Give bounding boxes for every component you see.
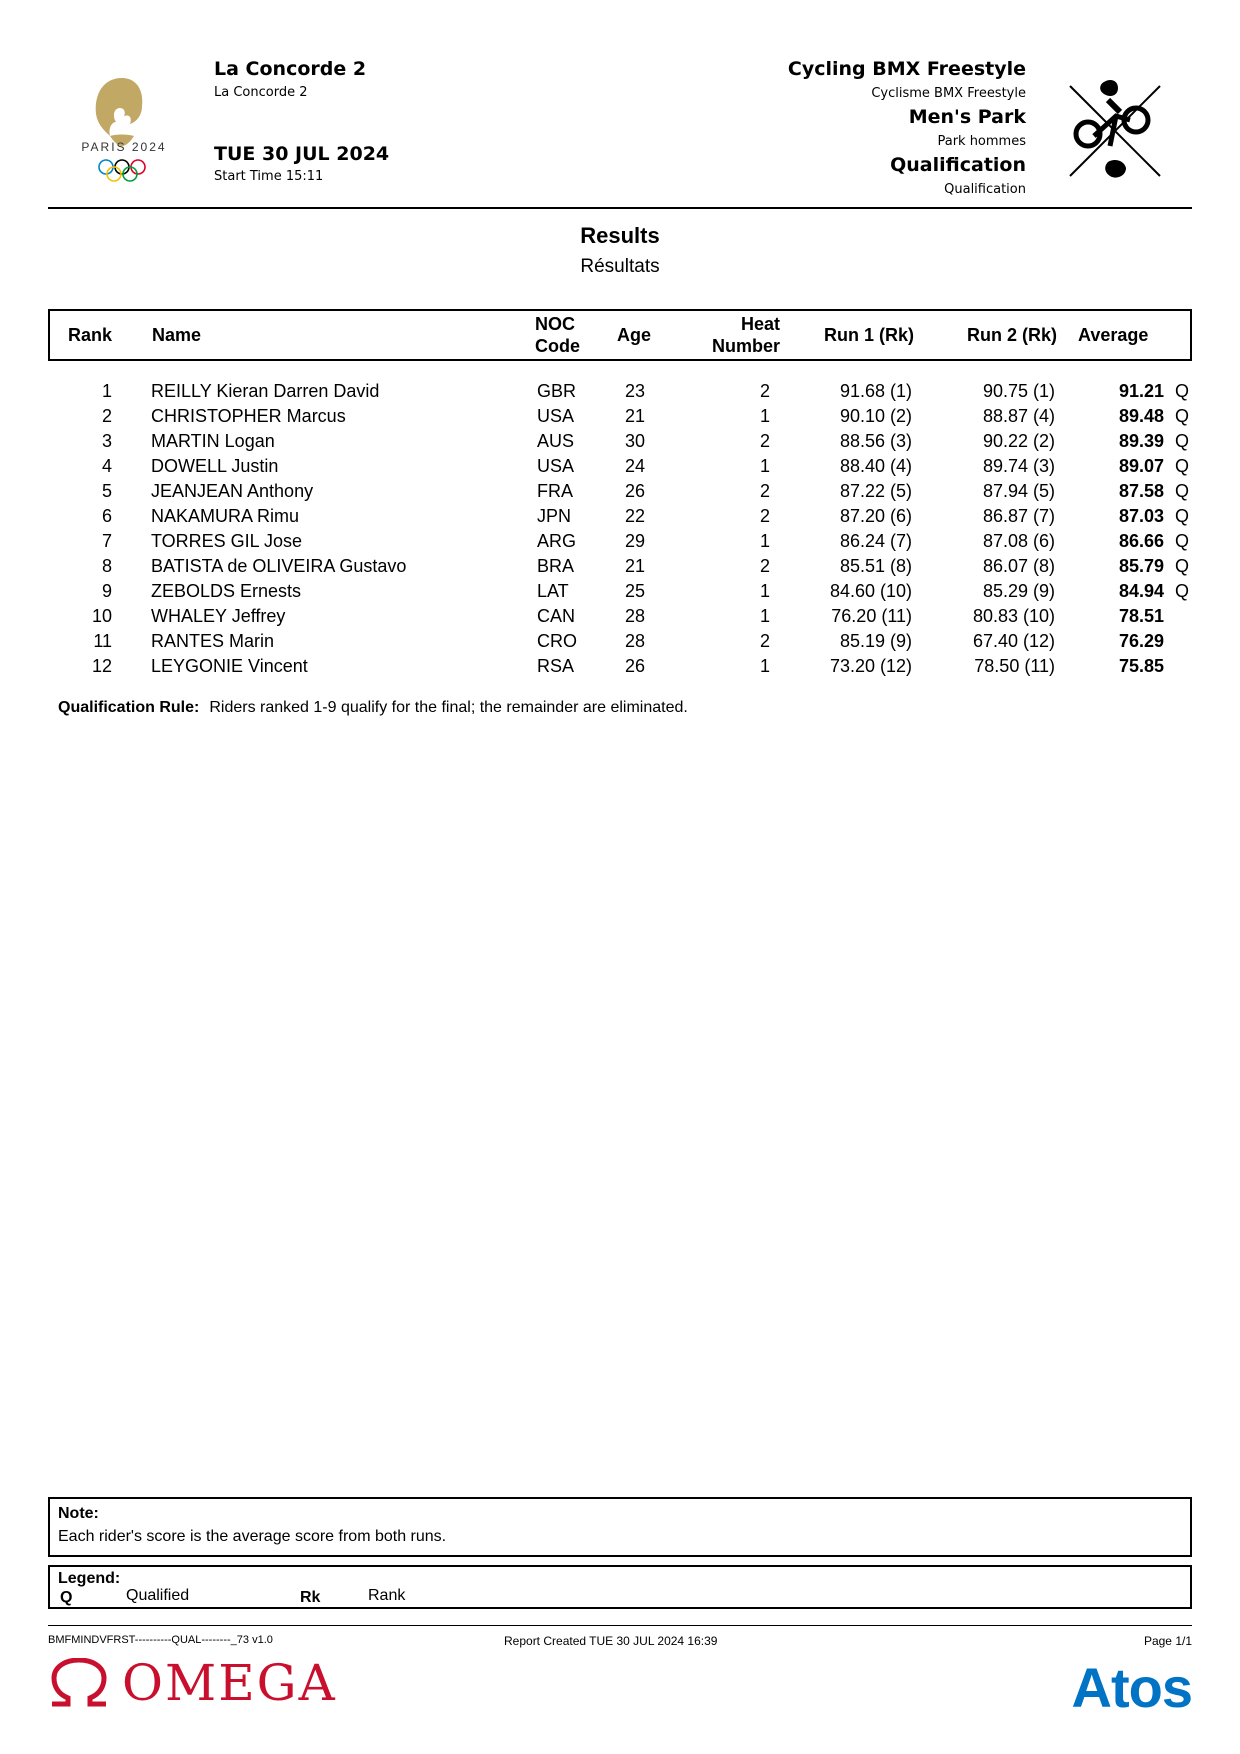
paris-logo-text: PARIS 2024 [81, 140, 167, 154]
col-rank: Rank [68, 325, 113, 345]
table-row [48, 406, 1192, 431]
rank-cell: 4 [101, 456, 112, 476]
average-cell: 91.21 [1118, 381, 1164, 401]
name-cell: RANTES Marin [151, 631, 275, 651]
age-cell: 21 [624, 556, 646, 576]
note-text: Each rider's score is the average score from both runs. [58, 1528, 447, 1545]
rank-cell: 2 [101, 406, 112, 426]
run2-cell: 90.75 (1) [982, 381, 1055, 401]
col-noc-line2: Code [535, 336, 580, 356]
rank-cell: 3 [101, 431, 112, 451]
olympic-rings [96, 158, 148, 189]
phase-title-fr: Qualification [944, 182, 1026, 197]
age-cell: 30 [624, 431, 646, 451]
run1-cell: 88.56 (3) [839, 431, 912, 451]
event-date: TUE 30 JUL 2024 [214, 143, 390, 165]
average-cell: 89.39 [1118, 431, 1164, 451]
heat-cell: 2 [759, 381, 770, 401]
run1-cell: 73.20 (12) [829, 656, 912, 676]
age-cell: 22 [624, 506, 646, 526]
table-row [48, 481, 1192, 506]
legend-label: Legend: [58, 1570, 121, 1587]
rank-cell: 9 [101, 581, 112, 601]
venue-title: La Concorde 2 [214, 58, 367, 80]
page-title: Results [580, 223, 660, 248]
rank-cell: 6 [101, 506, 112, 526]
run2-cell: 87.08 (6) [982, 531, 1055, 551]
run2-cell: 90.22 (2) [982, 431, 1055, 451]
col-age: Age [617, 325, 652, 345]
heat-cell: 2 [759, 481, 770, 501]
qualification-rule-text: Riders ranked 1-9 qualify for the final; the remainder are eliminated. [209, 699, 688, 716]
atos-logo: Atos [1071, 1656, 1192, 1719]
age-cell: 28 [624, 606, 646, 626]
noc-cell: GBR [537, 381, 577, 401]
qualified-mark: Q [1175, 531, 1190, 551]
start-time: Start Time 15:11 [214, 169, 324, 184]
footer-divider [48, 1625, 1192, 1626]
run2-cell: 67.40 (12) [972, 631, 1055, 651]
average-cell: 89.48 [1118, 406, 1164, 426]
table-row [48, 656, 1192, 681]
age-cell: 25 [624, 581, 646, 601]
col-run1: Run 1 (Rk) [824, 325, 914, 345]
heat-cell: 1 [759, 581, 770, 601]
page-number: Page 1/1 [1143, 1634, 1192, 1648]
table-row [48, 606, 1192, 631]
header-divider [48, 207, 1192, 209]
rank-cell: 8 [101, 556, 112, 576]
qualified-mark: Q [1175, 431, 1190, 451]
noc-cell: USA [537, 456, 575, 476]
run1-cell: 85.51 (8) [839, 556, 912, 576]
average-cell: 75.85 [1118, 656, 1164, 676]
col-heat-line2: Number [711, 336, 780, 356]
noc-cell: BRA [537, 556, 575, 576]
col-heat [680, 313, 780, 357]
table-row [48, 381, 1192, 406]
name-cell: JEANJEAN Anthony [151, 481, 314, 501]
rank-cell: 10 [91, 606, 112, 626]
qualified-mark: Q [1175, 506, 1190, 526]
average-cell: 86.66 [1118, 531, 1164, 551]
run2-cell: 87.94 (5) [982, 481, 1055, 501]
rank-cell: 5 [101, 481, 112, 501]
run2-cell: 80.83 (10) [972, 606, 1055, 626]
noc-cell: LAT [537, 581, 569, 601]
run2-cell: 86.07 (8) [982, 556, 1055, 576]
qualified-mark: Q [1175, 456, 1190, 476]
table-row [48, 631, 1192, 656]
average-cell: 87.03 [1118, 506, 1164, 526]
rank-cell: 11 [93, 631, 112, 651]
name-cell: REILLY Kieran Darren David [151, 381, 380, 401]
run2-cell: 85.29 (9) [982, 581, 1055, 601]
qualified-mark: Q [1175, 481, 1190, 501]
page-title-fr: Résultats [580, 256, 660, 277]
name-cell: NAKAMURA Rimu [151, 506, 300, 526]
event-title: Men's Park [908, 106, 1026, 128]
rank-cell: 7 [101, 531, 112, 551]
phase-title: Qualification [890, 154, 1026, 176]
heat-cell: 1 [759, 531, 770, 551]
average-cell: 85.79 [1118, 556, 1164, 576]
run2-cell: 86.87 (7) [982, 506, 1055, 526]
report-created: Report Created TUE 30 JUL 2024 16:39 [504, 1634, 718, 1648]
run2-cell: 89.74 (3) [982, 456, 1055, 476]
rank-cell: 1 [101, 381, 112, 401]
col-heat-line1: Heat [740, 314, 780, 334]
heat-cell: 1 [759, 606, 770, 626]
note-label: Note: [58, 1505, 99, 1522]
run2-cell: 88.87 (4) [982, 406, 1055, 426]
table-row [48, 456, 1192, 481]
col-noc-line1: NOC [535, 314, 575, 334]
sport-title-fr: Cyclisme BMX Freestyle [871, 86, 1026, 101]
venue-subtitle: La Concorde 2 [214, 85, 308, 100]
legend-code-rk: Rk [300, 1589, 321, 1606]
average-cell: 84.94 [1118, 581, 1164, 601]
average-cell: 76.29 [1118, 631, 1164, 651]
note-box [48, 1497, 1192, 1557]
olympic-rings-icon [96, 158, 148, 184]
qualified-mark: Q [1175, 406, 1190, 426]
table-row [48, 556, 1192, 581]
run1-cell: 84.60 (10) [829, 581, 912, 601]
legend-meaning-rk: Rank [368, 1587, 406, 1604]
noc-cell: JPN [537, 506, 572, 526]
qualified-mark: Q [1175, 556, 1190, 576]
legend-meaning-q: Qualified [126, 1587, 190, 1604]
run1-cell: 91.68 (1) [839, 381, 912, 401]
event-title-fr: Park hommes [937, 134, 1026, 149]
rank-cell: 12 [91, 656, 112, 676]
run1-cell: 86.24 (7) [839, 531, 912, 551]
run1-cell: 85.19 (9) [839, 631, 912, 651]
bmx-freestyle-pictogram-icon [1064, 76, 1168, 186]
run1-cell: 90.10 (2) [839, 406, 912, 426]
age-cell: 21 [624, 406, 646, 426]
table-row [48, 506, 1192, 531]
average-cell: 78.51 [1118, 606, 1164, 626]
age-cell: 28 [624, 631, 646, 651]
run2-cell: 78.50 (11) [974, 656, 1055, 676]
legend-box [48, 1565, 1192, 1609]
heat-cell: 2 [759, 631, 770, 651]
average-cell: 87.58 [1118, 481, 1164, 501]
name-cell: TORRES GIL Jose [151, 531, 303, 551]
name-cell: CHRISTOPHER Marcus [151, 406, 346, 426]
name-cell: ZEBOLDS Ernests [151, 581, 302, 601]
noc-cell: RSA [537, 656, 575, 676]
age-cell: 24 [624, 456, 646, 476]
qualified-mark: Q [1175, 581, 1190, 601]
col-name: Name [152, 325, 202, 345]
report-code: BMFMINDVFRST----------QUAL--------_73 v1.0 [48, 1634, 273, 1646]
heat-cell: 2 [759, 556, 770, 576]
name-cell: BATISTA de OLIVEIRA Gustavo [151, 556, 407, 576]
heat-cell: 2 [759, 431, 770, 451]
heat-cell: 1 [759, 406, 770, 426]
heat-cell: 2 [759, 506, 770, 526]
noc-cell: FRA [537, 481, 573, 501]
average-cell: 89.07 [1118, 456, 1164, 476]
col-average: Average [1078, 325, 1149, 345]
name-cell: WHALEY Jeffrey [151, 606, 286, 626]
qualified-mark: Q [1175, 381, 1190, 401]
omega-symbol-icon [48, 1658, 110, 1708]
legend-code-q: Q [60, 1589, 73, 1606]
name-cell: DOWELL Justin [151, 456, 279, 476]
noc-cell: ARG [537, 531, 577, 551]
heat-cell: 1 [759, 656, 770, 676]
table-header [48, 309, 1192, 361]
col-noc [535, 313, 580, 357]
col-run2: Run 2 (Rk) [967, 325, 1057, 345]
age-cell: 23 [624, 381, 646, 401]
sport-title: Cycling BMX Freestyle [787, 58, 1026, 80]
run1-cell: 87.22 (5) [839, 481, 912, 501]
noc-cell: CRO [537, 631, 577, 651]
omega-logo [48, 1654, 337, 1712]
run1-cell: 88.40 (4) [839, 456, 912, 476]
heat-cell: 1 [759, 456, 770, 476]
noc-cell: AUS [537, 431, 575, 451]
table-row [48, 581, 1192, 606]
table-row [48, 431, 1192, 456]
age-cell: 26 [624, 656, 646, 676]
run1-cell: 87.20 (6) [839, 506, 912, 526]
qualification-rule [58, 699, 688, 717]
noc-cell: USA [537, 406, 575, 426]
bmx-pictogram [1064, 76, 1168, 186]
qualification-rule-label: Qualification Rule: [58, 699, 200, 716]
age-cell: 26 [624, 481, 646, 501]
run1-cell: 76.20 (11) [831, 606, 912, 626]
table-row [48, 531, 1192, 556]
noc-cell: CAN [537, 606, 576, 626]
name-cell: LEYGONIE Vincent [151, 656, 308, 676]
omega-wordmark: OMEGA [122, 1654, 337, 1712]
age-cell: 29 [624, 531, 646, 551]
name-cell: MARTIN Logan [151, 431, 275, 451]
